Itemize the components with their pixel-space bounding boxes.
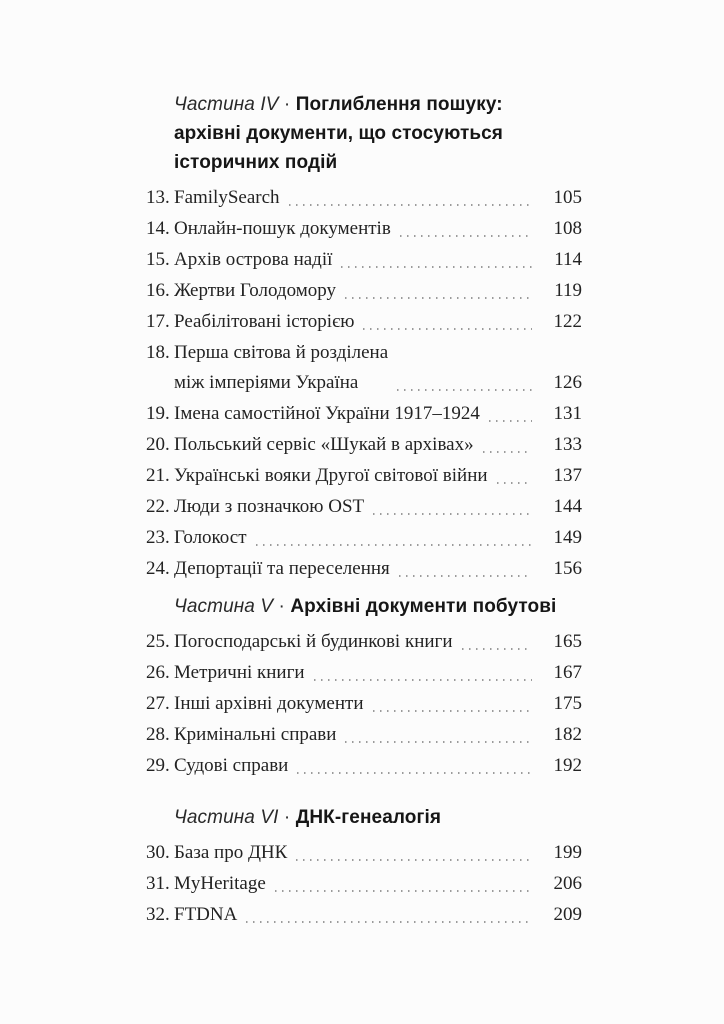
entry-number: 28. (146, 724, 170, 745)
entry-title: MyHeritage (174, 873, 266, 894)
entry-title: Онлайн-пошук документів (174, 218, 391, 239)
part-label: Частина V (174, 596, 274, 617)
toc-entry (146, 399, 582, 429)
entry-number: 32. (146, 904, 170, 925)
page-number: 114 (554, 249, 582, 270)
entry-number: 20. (146, 434, 170, 455)
entry-number: 13. (146, 187, 170, 208)
page-number: 105 (553, 187, 582, 208)
entry-title: Погосподарські й будинкові книги (174, 631, 453, 652)
toc-entry (146, 900, 582, 930)
toc-entry (146, 276, 582, 306)
part-separator: · (273, 596, 291, 617)
page-number: 182 (553, 724, 582, 745)
entry-number: 16. (146, 280, 170, 301)
toc-entry (146, 869, 582, 899)
page-number: 199 (553, 842, 582, 863)
page-number: 126 (553, 372, 582, 393)
entry-title: Імена самостійної України 1917–1924 (174, 403, 480, 424)
entry-number: 21. (146, 465, 170, 486)
dotted-leader (289, 204, 532, 206)
entry-title: Метричні книги (174, 662, 305, 683)
page-number: 209 (553, 904, 582, 925)
page-number: 149 (553, 527, 582, 548)
part-heading (174, 803, 582, 832)
entry-number: 31. (146, 873, 170, 894)
dotted-leader (345, 297, 532, 299)
dotted-leader (462, 648, 533, 650)
entry-number: 25. (146, 631, 170, 652)
dotted-leader (400, 235, 532, 237)
toc-section (146, 803, 582, 930)
toc (146, 90, 582, 931)
entry-number: 22. (146, 496, 170, 517)
toc-entry (146, 183, 582, 213)
dotted-leader (483, 451, 532, 453)
toc-entry (146, 214, 582, 244)
toc-entry (146, 751, 582, 781)
page-number: 119 (554, 280, 582, 301)
toc-entry (146, 523, 582, 553)
part-heading (174, 592, 582, 621)
entry-title: Архів острова надії (174, 249, 333, 270)
page-number: 144 (553, 496, 582, 517)
page-number: 165 (553, 631, 582, 652)
entry-number: 19. (146, 403, 170, 424)
toc-entry (146, 627, 582, 657)
toc-entry (146, 461, 582, 491)
page-number: 206 (553, 873, 582, 894)
toc-entry (146, 338, 582, 398)
entry-title: Судові справи (174, 755, 289, 776)
page-number: 175 (553, 693, 582, 714)
entry-title: Депортації та переселення (174, 558, 390, 579)
entry-title: Інші архівні документи (174, 693, 364, 714)
part-separator: · (278, 807, 296, 828)
toc-entries (146, 627, 582, 781)
toc-entry (146, 554, 582, 584)
dotted-leader (345, 741, 532, 743)
entry-title: База про ДНК (174, 842, 288, 863)
page-number: 137 (553, 465, 582, 486)
dotted-leader (341, 266, 532, 268)
toc-entry (146, 430, 582, 460)
entry-title: Польський сервіс «Шукай в архівах» (174, 434, 474, 455)
entry-number: 29. (146, 755, 170, 776)
entry-title: Жертви Голодомору (174, 280, 337, 301)
page-number: 131 (553, 403, 582, 424)
entry-title: Кримінальні справи (174, 724, 337, 745)
toc-entry (146, 492, 582, 522)
toc-entry (146, 689, 582, 719)
dotted-leader (399, 575, 532, 577)
entry-number: 27. (146, 693, 170, 714)
entry-title: Українські вояки Другої світової війни (174, 465, 488, 486)
part-title: ДНК-генеалогія (295, 807, 442, 828)
dotted-leader (314, 679, 532, 681)
dotted-leader (497, 482, 532, 484)
toc-entry (146, 838, 582, 868)
page-number: 167 (553, 662, 582, 683)
dotted-leader (256, 544, 532, 546)
toc-section (146, 90, 582, 584)
dotted-leader (297, 772, 532, 774)
part-separator: · (278, 94, 296, 115)
entry-number: 26. (146, 662, 170, 683)
page-number: 122 (553, 311, 582, 332)
entry-number: 24. (146, 558, 170, 579)
toc-section (146, 592, 582, 781)
entry-title: Голокост (174, 527, 247, 548)
entry-title: Реабілітовані історією (174, 311, 355, 332)
entry-number: 14. (146, 218, 170, 239)
page-number: 156 (553, 558, 582, 579)
dotted-leader (246, 921, 532, 923)
toc-entry (146, 658, 582, 688)
entry-title: FamilySearch (174, 187, 280, 208)
dotted-leader (489, 420, 532, 422)
dotted-leader (275, 890, 532, 892)
entry-title: Перша світова й розділена між імперіями Україна (174, 342, 389, 393)
entry-number: 23. (146, 527, 170, 548)
page-number: 192 (553, 755, 582, 776)
toc-entry (146, 720, 582, 750)
dotted-leader (373, 513, 532, 515)
dotted-leader (363, 328, 532, 330)
page-number: 133 (553, 434, 582, 455)
page-number: 108 (553, 218, 582, 239)
part-label: Частина IV (174, 94, 279, 115)
entry-number: 15. (146, 249, 170, 270)
part-heading (174, 90, 582, 177)
dotted-leader (373, 710, 532, 712)
part-title: Архівні документи побутові (290, 596, 557, 617)
entry-title: Люди з позначкою OST (174, 496, 365, 517)
dotted-leader (296, 859, 532, 861)
entry-title: FTDNA (174, 904, 238, 925)
toc-entries (146, 183, 582, 584)
toc-entry (146, 245, 582, 275)
dotted-leader (397, 389, 532, 391)
toc-entry (146, 307, 582, 337)
part-title: Поглиблення пошуку: архівні документи, що стосуються історичних подій (174, 94, 503, 173)
entry-number: 17. (146, 311, 170, 332)
toc-entries (146, 838, 582, 930)
entry-number: 18. (146, 342, 170, 363)
entry-number: 30. (146, 842, 170, 863)
part-label: Частина VI (174, 807, 279, 828)
